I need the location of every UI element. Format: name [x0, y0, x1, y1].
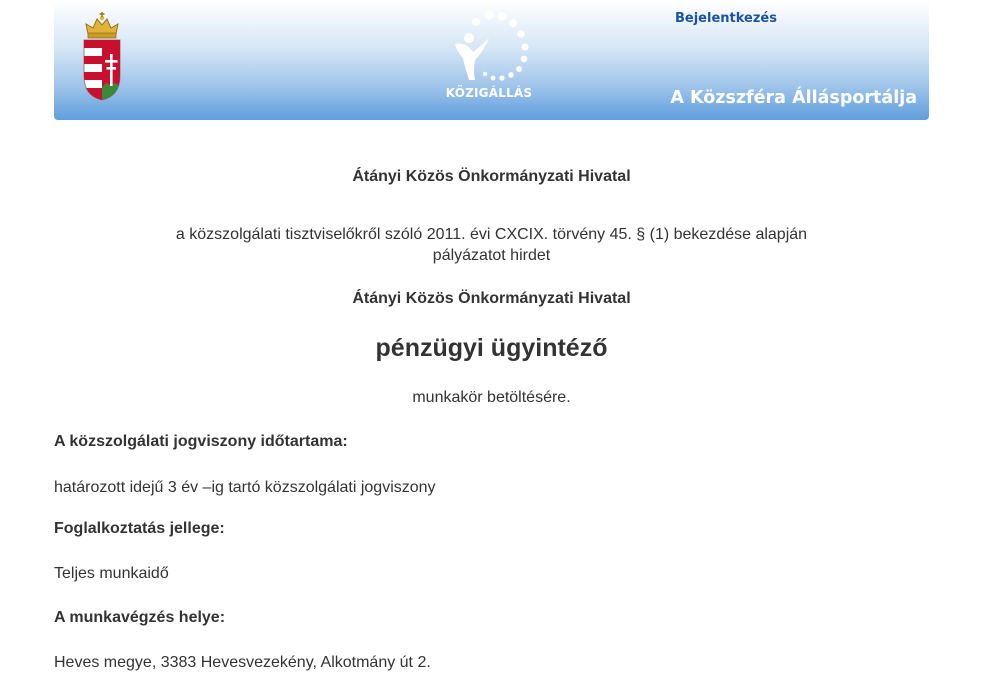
section-title-duration: A közszolgálati jogviszony időtartama: — [54, 433, 348, 450]
org-name: Átányi Közös Önkormányzati Hivatal — [352, 290, 631, 307]
section-text-workplace: Heves megye, 3383 Hevesvezekény, Alkotmány út 2. — [54, 654, 431, 671]
kozigallas-logo-text: KÖZIGÁLLÁS — [445, 86, 533, 100]
login-link[interactable]: Bejelentkezés — [675, 11, 777, 26]
section-title-workplace: A munkavégzés helye: — [54, 609, 226, 626]
intro-line-2: pályázatot hirdet — [432, 247, 551, 264]
portal-title: A Közszféra Állásportálja — [670, 88, 917, 108]
site-header — [54, 0, 929, 120]
section-title-employment-type: Foglalkoztatás jellege: — [54, 520, 225, 537]
org-name-heading: Átányi Közös Önkormányzati Hivatal — [352, 168, 631, 185]
job-title: pénzügyi ügyintéző — [375, 334, 608, 362]
hungarian-coat-of-arms-icon — [80, 10, 124, 102]
section-text-employment-type: Teljes munkaidő — [54, 565, 169, 582]
intro-line-1: a közszolgálati tisztviselőkről szóló 2011. évi CXCIX. törvény 45. § (1) bekezdése alapján — [175, 226, 808, 243]
section-text-duration: határozott idejű 3 év –ig tartó közszolgálati jogviszony — [54, 479, 436, 496]
job-suffix: munkakör betöltésére. — [412, 389, 571, 406]
